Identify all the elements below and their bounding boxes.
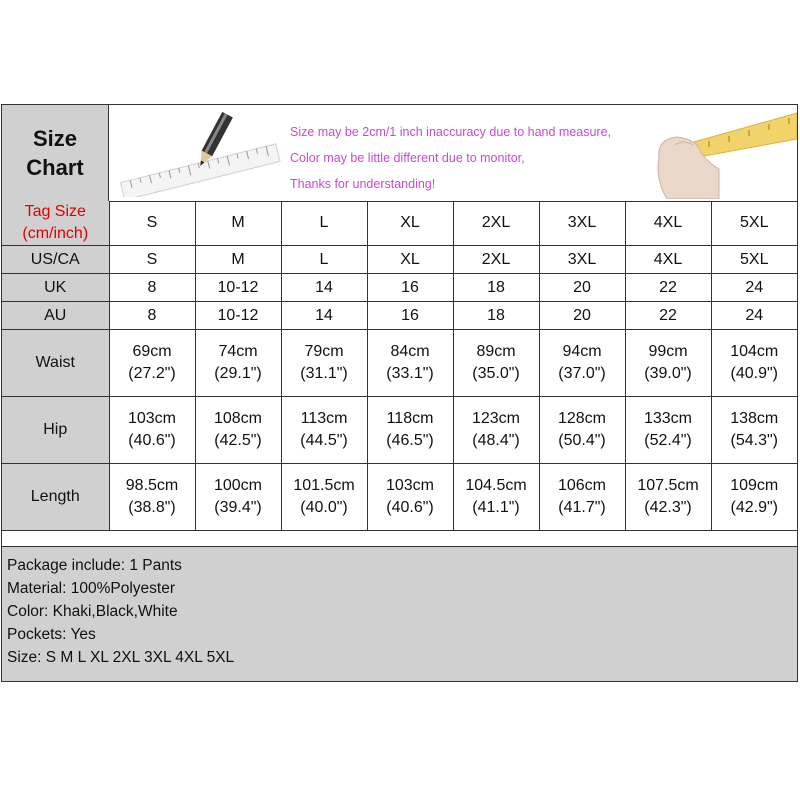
- measurement-cell: [453, 464, 539, 531]
- measurement-inch: (46.5"): [386, 432, 434, 449]
- measurement-cm: 109cm: [730, 477, 779, 494]
- measurement-inch: (38.8"): [128, 499, 176, 516]
- measurement-cm: 69cm: [132, 343, 172, 360]
- info-material: Material: 100%Polyester: [7, 580, 175, 597]
- measurement-cell: [625, 330, 711, 397]
- title-line-2: Chart: [26, 155, 84, 180]
- table-row: [2, 274, 797, 302]
- size-cell: 22: [625, 274, 711, 302]
- table-row: [2, 302, 797, 330]
- measurement-cell: [711, 330, 797, 397]
- size-cell: S: [109, 246, 195, 274]
- row-label-uk: UK: [2, 274, 109, 302]
- measurement-cell: [453, 397, 539, 464]
- size-cell: 3XL: [539, 201, 625, 246]
- measurement-inch: (42.5"): [214, 432, 262, 449]
- measurement-inch: (48.4"): [472, 432, 520, 449]
- measurement-cell: [539, 330, 625, 397]
- measurement-cm: 94cm: [562, 343, 602, 360]
- measurement-cell: [109, 330, 195, 397]
- measurement-cell: [281, 330, 367, 397]
- ruler-pencil-icon: [115, 111, 285, 197]
- size-cell: XL: [367, 201, 453, 246]
- info-pockets: Pockets: Yes: [7, 626, 96, 643]
- measurement-cell: [281, 464, 367, 531]
- measurement-inch: (42.3"): [644, 499, 692, 516]
- row-label-hip: Hip: [2, 397, 109, 464]
- size-cell: L: [281, 246, 367, 274]
- row-label-length: Length: [2, 464, 109, 531]
- measurement-inch: (40.6"): [128, 432, 176, 449]
- measurement-cell: [195, 330, 281, 397]
- table-row: [2, 464, 797, 531]
- row-label-tag-size: [2, 201, 109, 246]
- size-cell: 2XL: [453, 201, 539, 246]
- size-cell: XL: [367, 246, 453, 274]
- size-cell: 20: [539, 302, 625, 330]
- measurement-cm: 104cm: [730, 343, 779, 360]
- note-line-2: Color may be little different due to monitor,: [290, 151, 525, 165]
- table-row: [2, 330, 797, 397]
- size-cell: 3XL: [539, 246, 625, 274]
- size-cell: 16: [367, 302, 453, 330]
- measurement-inch: (31.1"): [300, 365, 348, 382]
- info-color: Color: Khaki,Black,White: [7, 603, 178, 620]
- size-cell: 4XL: [625, 201, 711, 246]
- measurement-cm: 79cm: [304, 343, 344, 360]
- size-cell: 8: [109, 302, 195, 330]
- size-cell: 16: [367, 274, 453, 302]
- size-cell: M: [195, 201, 281, 246]
- size-cell: 18: [453, 302, 539, 330]
- measurement-inch: (54.3"): [730, 432, 778, 449]
- size-cell: 5XL: [711, 201, 797, 246]
- measurement-cell: [711, 464, 797, 531]
- chart-header: [2, 105, 797, 202]
- size-cell: L: [281, 201, 367, 246]
- measurement-cell: [625, 464, 711, 531]
- measurement-inch: (29.1"): [214, 365, 262, 382]
- measurement-inch: (35.0"): [472, 365, 520, 382]
- measurement-cm: 108cm: [213, 410, 263, 427]
- measurement-notes: [290, 119, 611, 197]
- size-cell: 24: [711, 274, 797, 302]
- measurement-cell: [109, 397, 195, 464]
- size-chart: [1, 104, 798, 682]
- measurement-inch: (40.9"): [730, 365, 778, 382]
- measurement-cell: [367, 330, 453, 397]
- measurement-inch: (39.0"): [644, 365, 692, 382]
- measuring-tape-hand-icon: [649, 109, 797, 199]
- measurement-cm: 123cm: [471, 410, 521, 427]
- table-row: [2, 201, 797, 246]
- measurement-cm: 128cm: [557, 410, 607, 427]
- table-row: [2, 397, 797, 464]
- measurement-cell: [453, 330, 539, 397]
- note-line-1: Size may be 2cm/1 inch inaccuracy due to hand measure,: [290, 125, 612, 139]
- measurement-inch: (27.2"): [128, 365, 176, 382]
- size-cell: 14: [281, 302, 367, 330]
- chart-title: [2, 105, 109, 201]
- measurement-cm: 98.5cm: [125, 477, 179, 494]
- table-row: [2, 246, 797, 274]
- measurement-cell: [367, 397, 453, 464]
- measurement-cell: [711, 397, 797, 464]
- package-info: [2, 546, 797, 681]
- measurement-cell: [281, 397, 367, 464]
- measurement-inch: (41.1"): [472, 499, 520, 516]
- size-cell: 5XL: [711, 246, 797, 274]
- measurement-inch: (39.4"): [214, 499, 262, 516]
- measurement-inch: (52.4"): [644, 432, 692, 449]
- measurement-cell: [625, 397, 711, 464]
- measurement-inch: (42.9"): [730, 499, 778, 516]
- measurement-cm: 100cm: [213, 477, 263, 494]
- measurement-cell: [195, 397, 281, 464]
- measurement-inch: (41.7"): [558, 499, 606, 516]
- measurement-cm: 84cm: [390, 343, 430, 360]
- measurement-inch: (50.4"): [558, 432, 606, 449]
- size-cell: 22: [625, 302, 711, 330]
- measurement-inch: (40.0"): [300, 499, 348, 516]
- size-cell: 2XL: [453, 246, 539, 274]
- measurement-cm: 133cm: [643, 410, 693, 427]
- size-cell: 14: [281, 274, 367, 302]
- title-line-1: Size: [32, 126, 78, 151]
- size-cell: 8: [109, 274, 195, 302]
- measurement-inch: (33.1"): [386, 365, 434, 382]
- size-cell: 10-12: [195, 274, 281, 302]
- measurement-cell: [539, 464, 625, 531]
- tag-size-label: Tag Size (cm/inch): [22, 203, 89, 242]
- note-line-3: Thanks for understanding!: [290, 177, 436, 191]
- size-cell: S: [109, 201, 195, 246]
- measurement-cell: [109, 464, 195, 531]
- size-cell: M: [195, 246, 281, 274]
- measurement-cm: 113cm: [300, 410, 348, 427]
- measurement-cell: [195, 464, 281, 531]
- row-label-usca: US/CA: [2, 246, 109, 274]
- size-table: [2, 201, 797, 531]
- measurement-cm: 89cm: [476, 343, 516, 360]
- measurement-cm: 103cm: [385, 477, 435, 494]
- measurement-banner: [109, 105, 797, 201]
- measurement-cell: [367, 464, 453, 531]
- measurement-cm: 138cm: [730, 410, 779, 427]
- measurement-inch: (37.0"): [558, 365, 606, 382]
- info-sizes: Size: S M L XL 2XL 3XL 4XL 5XL: [7, 649, 235, 666]
- size-cell: 4XL: [625, 246, 711, 274]
- measurement-cm: 101.5cm: [293, 477, 355, 494]
- measurement-inch: (44.5"): [300, 432, 348, 449]
- size-cell: 24: [711, 302, 797, 330]
- measurement-cm: 106cm: [557, 477, 607, 494]
- measurement-cm: 104.5cm: [465, 477, 527, 494]
- row-label-au: AU: [2, 302, 109, 330]
- measurement-cm: 118cm: [386, 410, 434, 427]
- size-cell: 10-12: [195, 302, 281, 330]
- info-package: Package include: 1 Pants: [7, 557, 182, 574]
- measurement-inch: (40.6"): [386, 499, 434, 516]
- measurement-cm: 107.5cm: [637, 477, 699, 494]
- measurement-cm: 99cm: [648, 343, 688, 360]
- measurement-cm: 103cm: [127, 410, 177, 427]
- measurement-cm: 74cm: [218, 343, 258, 360]
- size-cell: 18: [453, 274, 539, 302]
- measurement-cell: [539, 397, 625, 464]
- size-cell: 20: [539, 274, 625, 302]
- row-label-waist: Waist: [2, 330, 109, 397]
